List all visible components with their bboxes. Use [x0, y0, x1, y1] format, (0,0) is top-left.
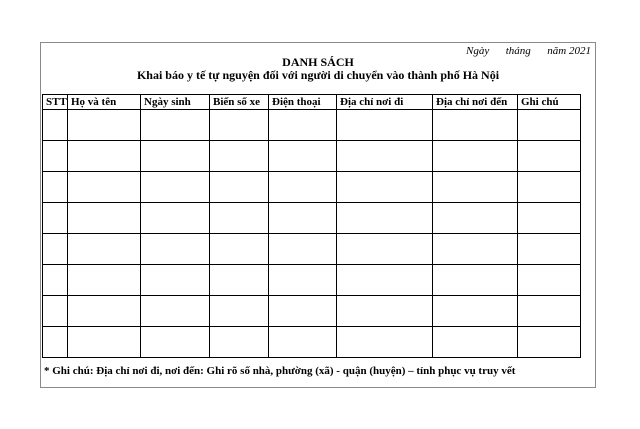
table-cell [518, 234, 581, 265]
table-cell [43, 172, 68, 203]
table-cell [210, 141, 269, 172]
table-cell [337, 265, 433, 296]
table-cell [269, 327, 337, 358]
table-cell [518, 327, 581, 358]
table-row [43, 296, 581, 327]
table-cell [433, 141, 518, 172]
table-cell [43, 141, 68, 172]
table-cell [518, 141, 581, 172]
table-cell [68, 203, 141, 234]
header-full-name: Họ và tên [68, 95, 141, 110]
table-cell [433, 203, 518, 234]
table-cell [68, 172, 141, 203]
header-phone: Điện thoại [269, 95, 337, 110]
table-cell [141, 172, 210, 203]
table-cell [68, 141, 141, 172]
table-cell [269, 296, 337, 327]
table-cell [210, 203, 269, 234]
table-cell [210, 172, 269, 203]
table-cell [141, 141, 210, 172]
table-cell [141, 327, 210, 358]
table-cell [68, 265, 141, 296]
table-body [43, 110, 581, 358]
table-cell [269, 141, 337, 172]
table-cell [43, 327, 68, 358]
table-cell [337, 141, 433, 172]
table-cell [210, 110, 269, 141]
table-cell [433, 327, 518, 358]
table-cell [210, 234, 269, 265]
table-cell [518, 265, 581, 296]
table-row [43, 327, 581, 358]
table-row [43, 172, 581, 203]
table-cell [518, 203, 581, 234]
table-cell [141, 234, 210, 265]
table-cell [518, 296, 581, 327]
footnote: * Ghi chú: Địa chỉ nơi đi, nơi đến: Ghi rõ số nhà, phường (xã) - quận (huyện) – tỉnh phục vụ truy vết [44, 365, 516, 377]
table-cell [141, 296, 210, 327]
table-cell [43, 265, 68, 296]
table-cell [433, 265, 518, 296]
table-row [43, 141, 581, 172]
table-cell [337, 203, 433, 234]
table-cell [68, 296, 141, 327]
table-row [43, 265, 581, 296]
table-cell [337, 296, 433, 327]
table-cell [433, 296, 518, 327]
table-cell [210, 296, 269, 327]
table-cell [43, 203, 68, 234]
table-cell [433, 234, 518, 265]
table-cell [518, 172, 581, 203]
date-line: Ngày tháng năm 2021 [466, 45, 591, 57]
header-notes: Ghi chú [518, 95, 581, 110]
table-cell [141, 265, 210, 296]
table-row [43, 110, 581, 141]
document-title: DANH SÁCH [282, 55, 354, 69]
table-cell [141, 110, 210, 141]
table-cell [269, 110, 337, 141]
table-cell [269, 172, 337, 203]
table-cell [43, 110, 68, 141]
table-cell [433, 172, 518, 203]
table-cell [210, 327, 269, 358]
header-birth-date: Ngày sinh [141, 95, 210, 110]
table-row [43, 234, 581, 265]
header-destination-address: Địa chỉ nơi đến [433, 95, 518, 110]
table-cell [518, 110, 581, 141]
table-cell [337, 110, 433, 141]
header-stt: STT [43, 95, 68, 110]
declaration-table [42, 94, 581, 358]
header-departure-address: Địa chỉ nơi đi [337, 95, 433, 110]
table-cell [337, 327, 433, 358]
table-cell [433, 110, 518, 141]
table-cell [269, 234, 337, 265]
table-cell [337, 234, 433, 265]
table-header-row [43, 95, 581, 110]
table-cell [68, 110, 141, 141]
table-cell [68, 327, 141, 358]
header-license-plate: Biển số xe [210, 95, 269, 110]
document-page [40, 42, 596, 388]
table-row [43, 203, 581, 234]
table-cell [141, 203, 210, 234]
table-cell [269, 265, 337, 296]
table-cell [210, 265, 269, 296]
table-cell [269, 203, 337, 234]
document-subtitle: Khai báo y tế tự nguyện đối với người di chuyển vào thành phố Hà Nội [136, 68, 500, 82]
table-cell [43, 296, 68, 327]
table-cell [337, 172, 433, 203]
table-cell [43, 234, 68, 265]
table-cell [68, 234, 141, 265]
